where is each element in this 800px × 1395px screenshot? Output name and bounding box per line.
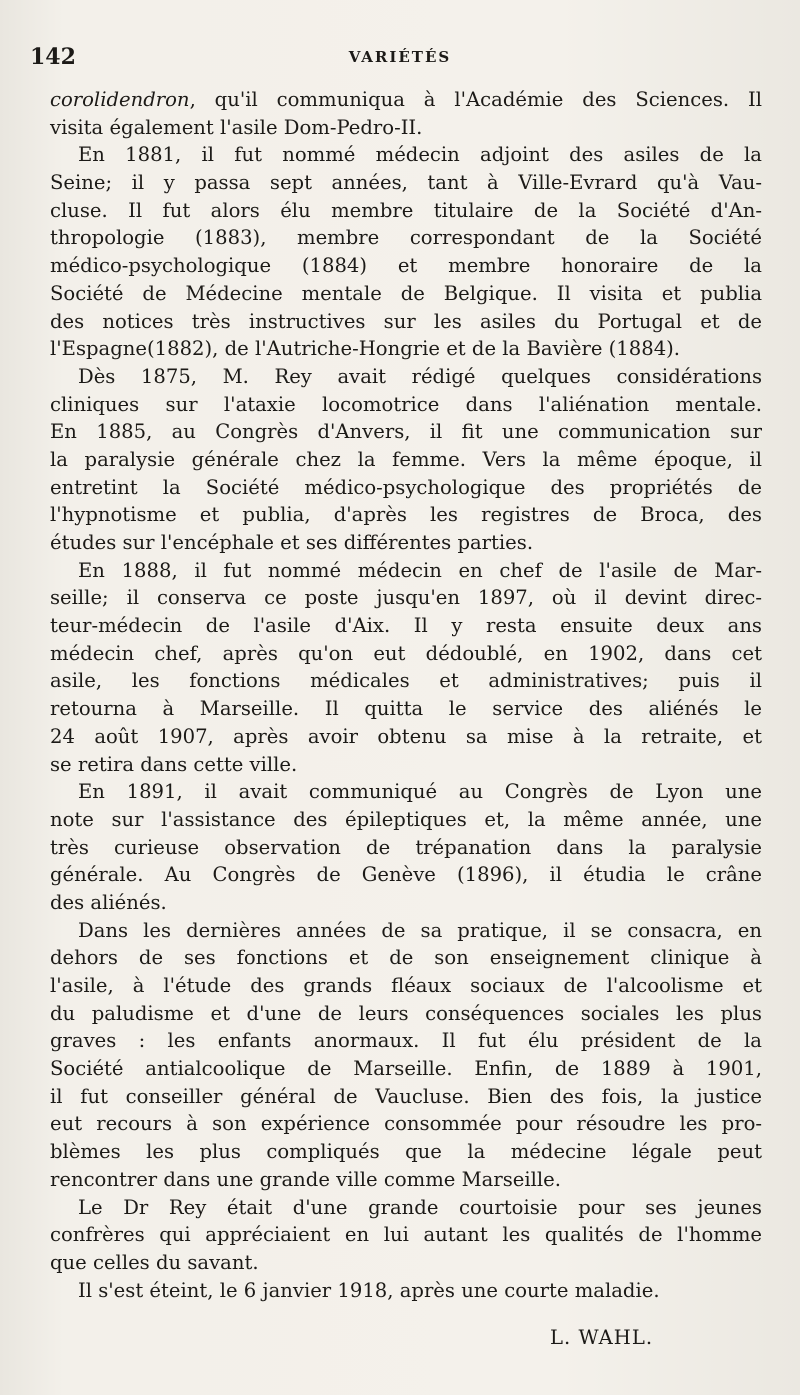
text-line: [50, 114, 762, 142]
paragraph: [50, 1277, 762, 1305]
line-text: des notices très instructives sur les asiles du Portugal et de: [50, 309, 762, 333]
paragraph: [50, 778, 762, 916]
line-text: médecin chef, après qu'on eut dédoublé, en 1902, dans cet: [50, 641, 762, 665]
text-line: [50, 1000, 762, 1028]
text-line: [50, 751, 762, 779]
line-text: Société de Médecine mentale de Belgique. Il visita et publia: [50, 281, 762, 305]
author-signature: L. WAHL.: [550, 1326, 654, 1349]
line-text: thropologie (1883), membre correspondant de la Société: [50, 226, 762, 250]
line-text: cluse. Il fut alors élu membre titulaire de la Société d'An-: [50, 198, 762, 222]
article-body: [50, 86, 762, 1304]
line-text: l'hypnotisme et publia, d'après les registres de Broca, des: [50, 503, 762, 527]
text-line: [50, 889, 762, 917]
line-text: l'asile, à l'étude des grands fléaux sociaux de l'alcoolisme et: [50, 974, 762, 997]
page-number: 142: [30, 44, 76, 70]
text-line: [50, 944, 762, 972]
line-text: retourna à Marseille. Il quitta le service des aliénés le: [50, 697, 762, 721]
text-line: [50, 1194, 762, 1222]
paragraph: [50, 557, 762, 779]
line-text: Dans les dernières années de sa pratique, il se consacra, en: [78, 918, 762, 942]
line-text: études sur l'encéphale et ses différentes parties.: [50, 531, 534, 554]
text-line: [50, 834, 762, 862]
line-text: En 1888, il fut nommé médecin en chef de l'asile de Mar-: [78, 558, 762, 582]
line-text: confrères qui appréciaient en lui autant les qualités de l'homme: [50, 1223, 762, 1247]
text-line: [50, 861, 762, 889]
text-line: [50, 695, 762, 723]
line-text: il fut conseiller général de Vaucluse. Bien des fois, la justice: [50, 1084, 762, 1108]
line-text: Dès 1875, M. Rey avait rédigé quelques considérations: [78, 364, 762, 388]
text-line: [50, 1249, 762, 1277]
paragraph: [50, 917, 762, 1194]
line-text: entretint la Société médico-psychologique des propriétés de: [50, 475, 762, 499]
text-line: [50, 640, 762, 668]
text-line: [50, 529, 762, 557]
text-line: [50, 584, 762, 612]
text-line: [50, 86, 762, 114]
text-line: [50, 1277, 762, 1305]
text-line: [50, 391, 762, 419]
line-text: eut recours à son expérience consommée pour résoudre les pro-: [50, 1112, 762, 1136]
line-text: l'Espagne(1882), de l'Autriche-Hongrie et de la Bavière (1884).: [50, 337, 681, 361]
line-text: très curieuse observation de trépanation dans la paralysie: [50, 835, 762, 859]
line-text: graves : les enfants anormaux. Il fut élu président de la: [50, 1029, 762, 1053]
line-text: que celles du savant.: [50, 1250, 259, 1274]
line-text: médico-psychologique (1884) et membre honoraire de la: [50, 254, 762, 278]
text-line: [50, 723, 762, 751]
line-text: teur-médecin de l'asile d'Aix. Il y resta ensuite deux ans: [50, 614, 762, 638]
text-line: [50, 972, 762, 1000]
line-text: blèmes les plus compliqués que la médecine légale peut: [50, 1140, 762, 1164]
text-line: [50, 224, 762, 252]
text-line: [50, 335, 762, 363]
line-text: Le Dr Rey était d'une grande courtoisie pour ses jeunes: [78, 1195, 762, 1219]
text-line: [50, 1083, 762, 1111]
line-text: 24 août 1907, après avoir obtenu sa mise à la retraite, et: [50, 724, 762, 748]
text-line: [50, 1138, 762, 1166]
text-line: [50, 557, 762, 585]
text-line: [50, 308, 762, 336]
line-text: Il s'est éteint, le 6 janvier 1918, après une courte maladie.: [78, 1278, 660, 1302]
text-line: [50, 280, 762, 308]
line-text: , qu'il communiqua à l'Académie des Sciences. Il: [189, 88, 762, 111]
line-text: Société antialcoolique de Marseille. Enfin, de 1889 à 1901,: [50, 1057, 762, 1081]
line-text: En 1891, il avait communiqué au Congrès de Lyon une: [78, 780, 762, 804]
text-line: [50, 1166, 762, 1194]
line-text: la paralysie générale chez la femme. Vers la même époque, il: [50, 447, 762, 471]
text-line: [50, 1055, 762, 1083]
paragraph: [50, 141, 762, 363]
text-line: [50, 501, 762, 529]
line-text: dehors de ses fonctions et de son enseignement clinique à: [50, 946, 762, 970]
line-text: des aliénés.: [50, 890, 167, 914]
line-text: se retira dans cette ville.: [50, 752, 298, 776]
line-text: Seine; il y passa sept années, tant à Ville-Evrard qu'à Vau-: [50, 171, 762, 195]
line-text: visita également l'asile Dom-Pedro-II.: [50, 115, 423, 139]
text-line: [50, 418, 762, 446]
line-text: rencontrer dans une grande ville comme Marseille.: [50, 1167, 561, 1191]
page-header: [30, 44, 770, 74]
text-line: [50, 141, 762, 169]
italic-term: corolidendron: [50, 88, 190, 111]
text-line: [50, 446, 762, 474]
paragraph: [50, 86, 762, 141]
text-line: [50, 806, 762, 834]
line-text: générale. Au Congrès de Genève (1896), il étudia le crâne: [50, 863, 762, 887]
text-line: [50, 667, 762, 695]
text-line: [50, 1110, 762, 1138]
text-line: [50, 474, 762, 502]
text-line: [50, 917, 762, 945]
text-line: [50, 1027, 762, 1055]
line-text: note sur l'assistance des épileptiques et, la même année, une: [50, 807, 762, 831]
text-line: [50, 197, 762, 225]
line-text: cliniques sur l'ataxie locomotrice dans l'aliénation mentale.: [50, 392, 762, 416]
line-text: asile, les fonctions médicales et administratives; puis il: [50, 669, 762, 693]
line-text: du paludisme et d'une de leurs conséquences sociales les plus: [50, 1001, 762, 1025]
paragraph: [50, 1194, 762, 1277]
text-line: [50, 778, 762, 806]
text-line: [50, 169, 762, 197]
text-line: [50, 363, 762, 391]
text-line: [50, 612, 762, 640]
running-title: VARIÉTÉS: [348, 48, 452, 66]
paragraph: [50, 363, 762, 557]
line-text: En 1881, il fut nommé médecin adjoint des asiles de la: [78, 143, 762, 167]
text-line: [50, 1221, 762, 1249]
line-text: En 1885, au Congrès d'Anvers, il fit une communication sur: [50, 420, 762, 444]
text-line: [50, 252, 762, 280]
line-text: seille; il conserva ce poste jusqu'en 1897, où il devint direc-: [50, 586, 762, 610]
